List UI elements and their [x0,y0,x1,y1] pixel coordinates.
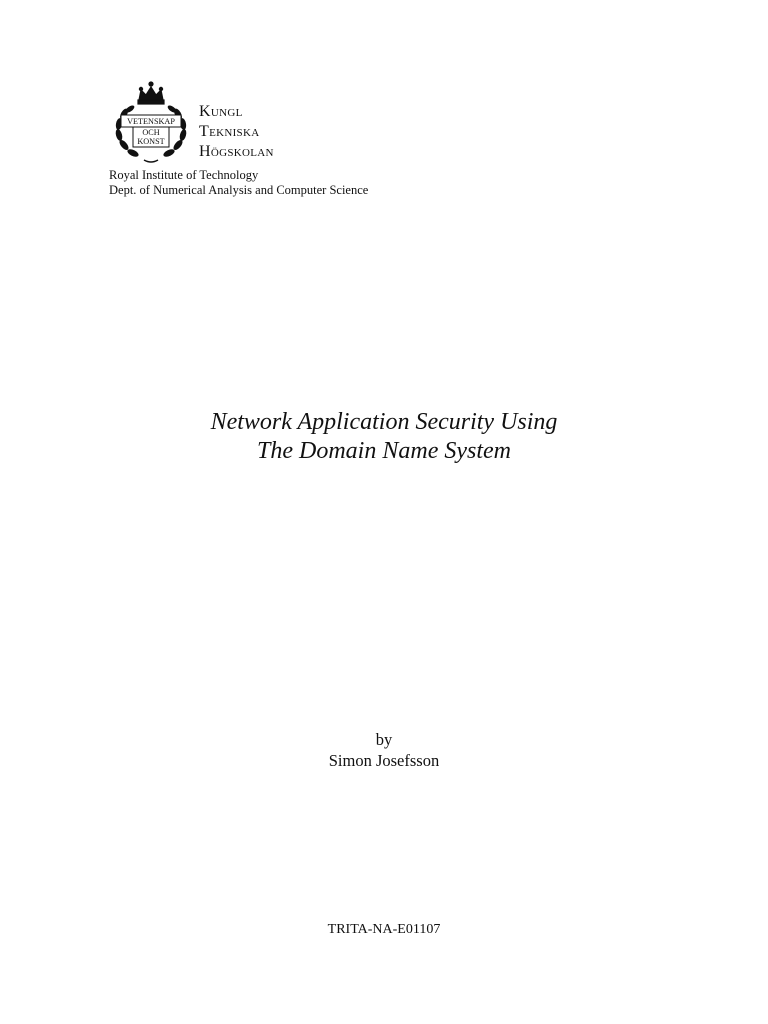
kth-seal-icon [108,78,194,166]
kth-wordmark [199,102,274,162]
document-title [0,408,768,466]
kth-logo [108,78,408,166]
seal-text-line-2: OCH [142,128,160,137]
title-line-2: The Domain Name System [257,438,511,464]
affiliation [109,168,368,198]
institution-name: Royal Institute of Technology [109,168,259,182]
department-name: Dept. of Numerical Analysis and Computer Science [109,183,369,197]
title-line-1: Network Application Security Using [210,409,558,435]
seal-text-line-3: KONST [137,137,165,146]
byline [0,729,768,771]
report-number: TRITA-NA-E01107 [327,922,441,937]
wordmark-line-3: Högskolan [199,143,274,160]
wordmark-line-1: Kungl [199,103,243,120]
author-name: Simon Josefsson [328,751,440,770]
byline-by: by [375,730,393,749]
seal-text-line-1: VETENSKAP [127,117,175,126]
wordmark-line-2: Tekniska [199,123,260,140]
